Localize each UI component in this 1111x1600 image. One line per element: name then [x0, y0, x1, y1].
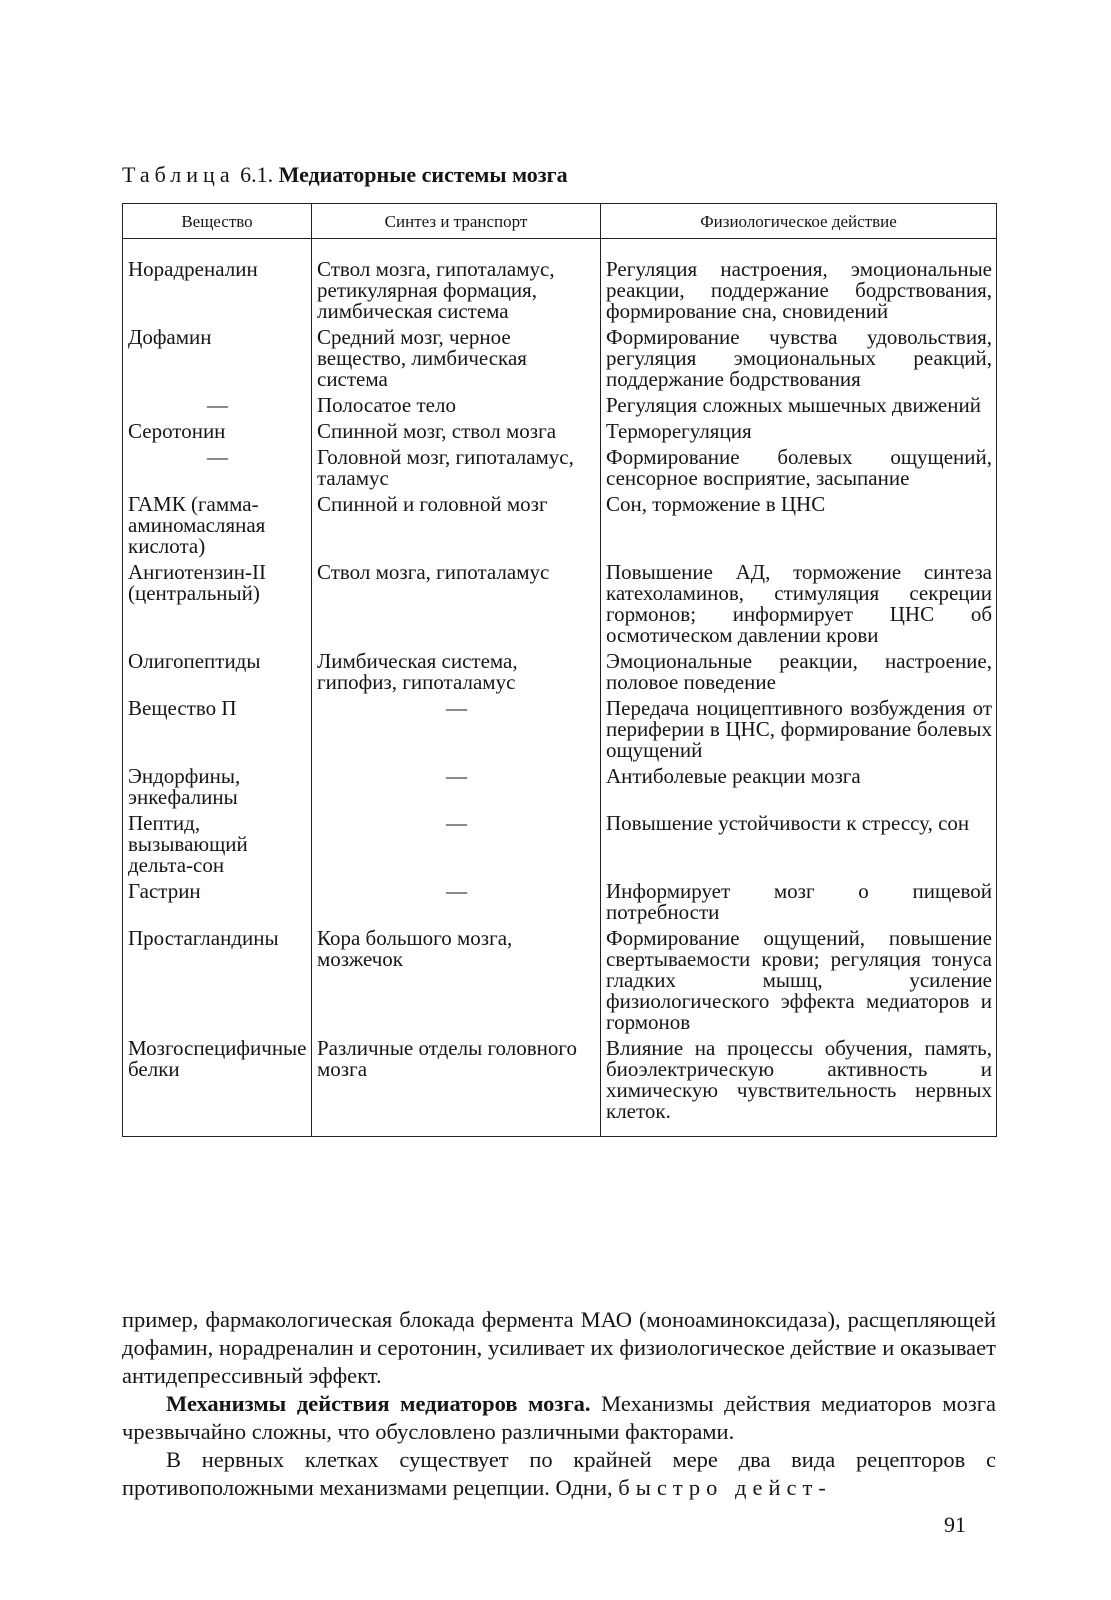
- table-header-row: [123, 204, 997, 239]
- spaced-emphasis: быстро дейст-: [618, 1474, 832, 1500]
- cell-substance: Ангиотензин-II (центральный): [123, 562, 312, 651]
- mediator-systems-table: [122, 203, 997, 1137]
- table-row: [123, 327, 997, 395]
- body-paragraph: пример, фармакологическая блокада фермента МАО (моноаминоксидаза), расщепляющей дофамин, норадреналин и серотонин, усиливает их физиологическое действие и оказывает антидепрессивный эффект.: [122, 1306, 996, 1388]
- cell-synthesis: Ствол мозга, гипоталамус, ретикулярная формация, лимбическая система: [312, 239, 601, 328]
- run-in-heading: Механизмы действия медиаторов мозга.: [166, 1390, 591, 1416]
- table-row: [123, 239, 997, 328]
- cell-synthesis: Головной мозг, гипоталамус, таламус: [312, 447, 601, 494]
- cell-synthesis: —: [312, 881, 601, 928]
- cell-action: Формирование чувства удовольствия, регуляция эмоциональных реакций, поддержание бодрствования: [601, 327, 997, 395]
- cell-action: Формирование болевых ощущений, сенсорное восприятие, засыпание: [601, 447, 997, 494]
- cell-substance: ГАМК (гамма-аминомасляная кислота): [123, 494, 312, 562]
- cell-synthesis: —: [312, 766, 601, 813]
- cell-substance: Норадреналин: [123, 239, 312, 328]
- table-row: [123, 494, 997, 562]
- paragraph-text: В нервных клетках существует по крайней мере два вида рецепторов с противоположными механизмами рецепции. Одни,: [122, 1446, 996, 1500]
- table-row: [123, 447, 997, 494]
- cell-action: Передача ноцицептивного возбуждения от периферии в ЦНС, формирование болевых ощущений: [601, 698, 997, 766]
- cell-synthesis: Спинной и головной мозг: [312, 494, 601, 562]
- header-action: Физиологическое действие: [601, 204, 997, 239]
- table-row: [123, 1038, 997, 1137]
- cell-action: Повышение АД, торможение синтеза катехоламинов, стимуляция секреции гормонов; информирует ЦНС об осмотическом давлении крови: [601, 562, 997, 651]
- cell-substance: Эндорфины, энкефалины: [123, 766, 312, 813]
- table-row: [123, 881, 997, 928]
- cell-substance: —: [123, 447, 312, 494]
- table-row: [123, 421, 997, 447]
- cell-substance: Вещество П: [123, 698, 312, 766]
- table-row: [123, 562, 997, 651]
- cell-synthesis: Кора большого мозга, мозжечок: [312, 928, 601, 1038]
- header-substance: Вещество: [123, 204, 312, 239]
- cell-substance: Гастрин: [123, 881, 312, 928]
- body-paragraph-receptors: [122, 1446, 996, 1502]
- table-caption-number: 6.1.: [234, 162, 279, 187]
- cell-synthesis: Полосатое тело: [312, 395, 601, 421]
- cell-synthesis: Ствол мозга, гипоталамус: [312, 562, 601, 651]
- table-row: [123, 928, 997, 1038]
- cell-substance: Пептид, вызывающий дельта-сон: [123, 813, 312, 881]
- table-caption-label: Таблица: [122, 162, 235, 187]
- cell-synthesis: Различные отделы головного мозга: [312, 1038, 601, 1137]
- cell-substance: Серотонин: [123, 421, 312, 447]
- cell-action: Антиболевые реакции мозга: [601, 766, 997, 813]
- table-caption: [122, 162, 568, 188]
- cell-action: Регуляция настроения, эмоциональные реакции, поддержание бодрствования, формирование сна, сновидений: [601, 239, 997, 328]
- cell-synthesis: Лимбическая система, гипофиз, гипоталамус: [312, 651, 601, 698]
- cell-action: Терморегуляция: [601, 421, 997, 447]
- cell-synthesis: —: [312, 698, 601, 766]
- cell-synthesis: Спинной мозг, ствол мозга: [312, 421, 601, 447]
- cell-substance: —: [123, 395, 312, 421]
- cell-substance: Олигопептиды: [123, 651, 312, 698]
- paragraph-text: Механизмы действия медиаторов мозга чрезвычайно сложны, что обусловлено различными факторами.: [122, 1390, 996, 1444]
- table-caption-title: Медиаторные системы мозга: [278, 162, 568, 187]
- cell-substance: Дофамин: [123, 327, 312, 395]
- cell-action: Регуляция сложных мышечных движений: [601, 395, 997, 421]
- page-number: 91: [944, 1512, 966, 1537]
- cell-synthesis: —: [312, 813, 601, 881]
- table-row: [123, 651, 997, 698]
- cell-substance: Простагландины: [123, 928, 312, 1038]
- cell-synthesis: Средний мозг, черное вещество, лимбическая система: [312, 327, 601, 395]
- cell-action: Повышение устойчивости к стрессу, сон: [601, 813, 997, 881]
- table-row: [123, 698, 997, 766]
- cell-action: Информирует мозг о пищевой потребности: [601, 881, 997, 928]
- cell-substance: Мозгоспецифичные белки: [123, 1038, 312, 1137]
- table-row: [123, 395, 997, 421]
- header-synthesis: Синтез и транспорт: [312, 204, 601, 239]
- cell-action: Сон, торможение в ЦНС: [601, 494, 997, 562]
- cell-action: Влияние на процессы обучения, память, биоэлектрическую активность и химическую чувствительность нервных клеток.: [601, 1038, 997, 1137]
- cell-action: Формирование ощущений, повышение свертываемости крови; регуляция тонуса гладких мышц, усиление физиологического эффекта медиаторов и гормонов: [601, 928, 997, 1038]
- table-row: [123, 766, 997, 813]
- body-paragraph-mechanisms: [122, 1390, 996, 1446]
- cell-action: Эмоциональные реакции, настроение, половое поведение: [601, 651, 997, 698]
- table-row: [123, 813, 997, 881]
